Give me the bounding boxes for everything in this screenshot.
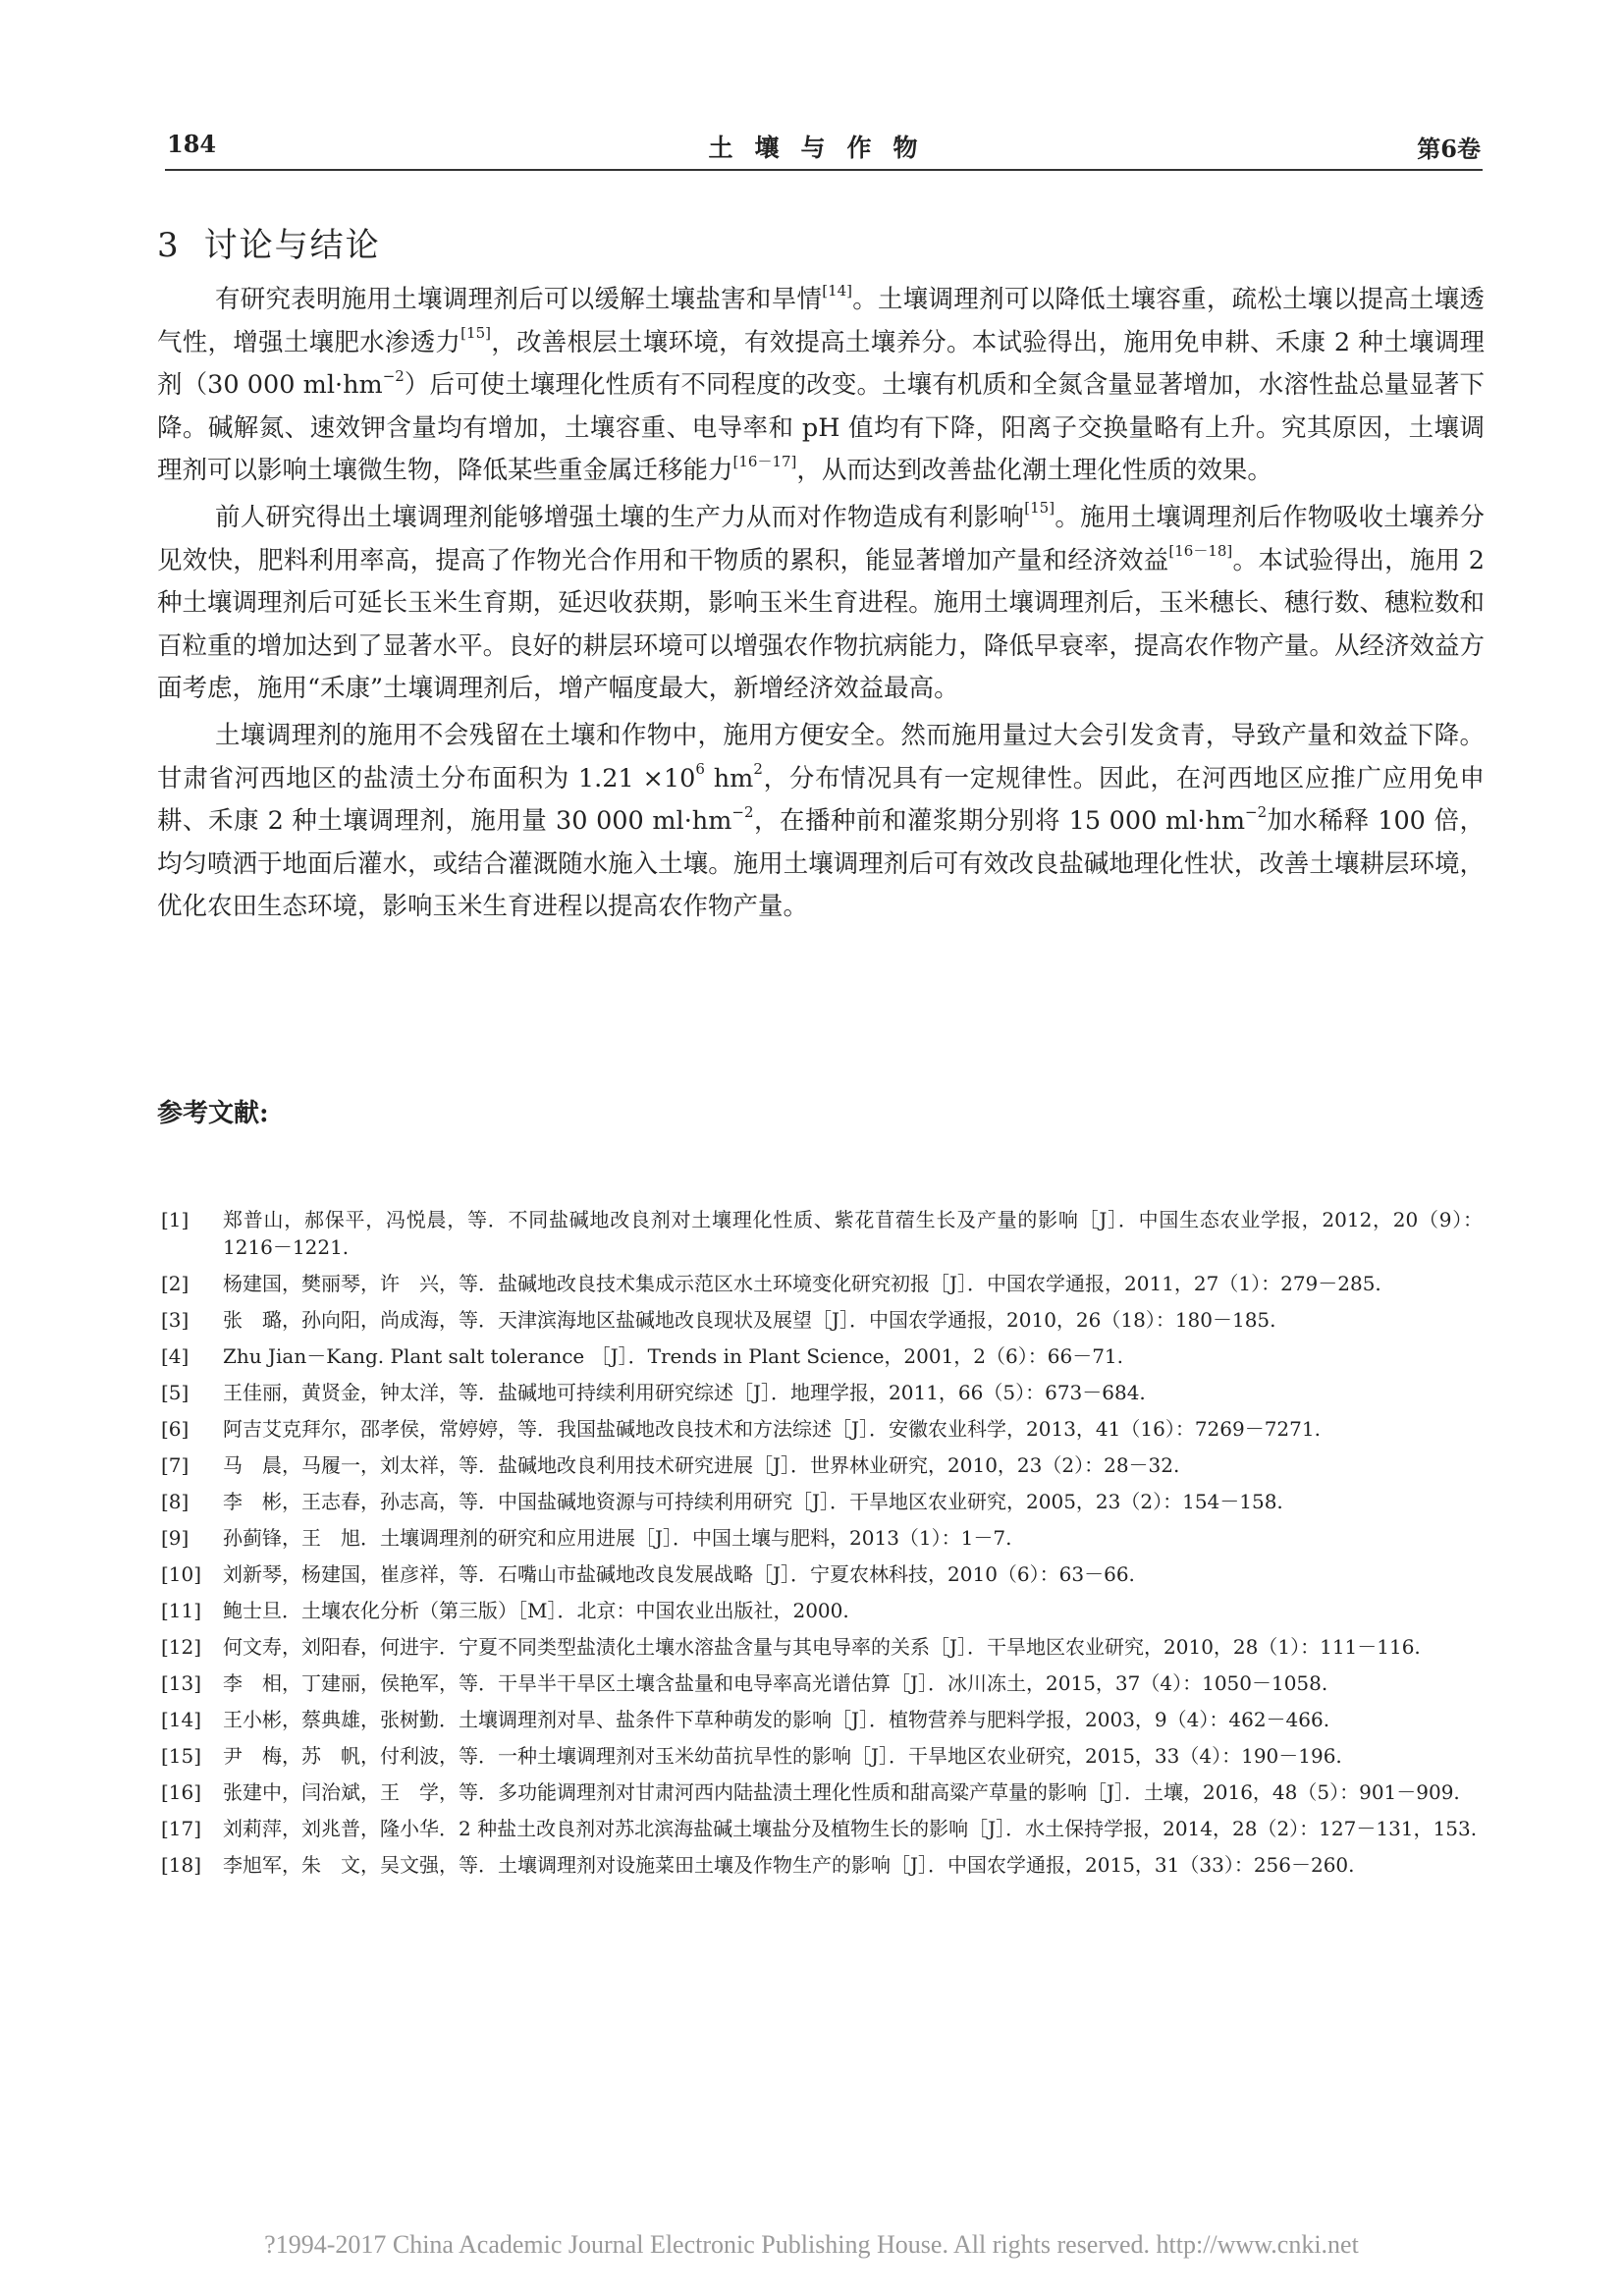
citation-superscript: [14] — [822, 281, 853, 300]
reference-item — [161, 1451, 1483, 1479]
copyright-footer: ?1994-2017 China Academic Journal Electronic Publishing House. All rights reserved. http://www.cnki.net — [264, 2230, 1359, 2259]
reference-number: [10] — [161, 1562, 202, 1586]
reference-text: 刘新琴，杨建国，崔彦祥，等．石嘴山市盐碱地改良发展战略［J］．宁夏农林科技，2010（6）：63－66. — [223, 1562, 1135, 1586]
paragraph-text: ，在播种前和灌浆期分别将 15 000 ml·hm — [753, 806, 1245, 837]
section-number: 3 — [157, 226, 181, 265]
citation-superscript: −2 — [382, 366, 405, 385]
reference-text: 王小彬，蔡典雄，张树勤．土壤调理剂对旱、盐条件下草种萌发的影响［J］．植物营养与肥料学报，2003，9（4）：462－466. — [223, 1708, 1330, 1731]
reference-number: [12] — [161, 1635, 202, 1659]
reference-number: [2] — [161, 1272, 189, 1295]
reference-number: [18] — [161, 1853, 202, 1877]
reference-text: 李旭军，朱 文，吴文强，等．土壤调理剂对设施菜田土壤及作物生产的影响［J］．中国农学通报，2015，31（33）：256－260. — [223, 1853, 1355, 1877]
paragraph-text: ，改善根层土壤环境，有效提高土壤养分。本试验得出，施用免申耕、禾康 2 种土壤调理剂（30 000 ml·hm — [157, 327, 1485, 401]
paragraph-text: 有研究表明施用土壤调理剂后可以缓解土壤盐害和旱情 — [215, 285, 823, 314]
citation-superscript: [16－17] — [732, 452, 797, 470]
reference-number: [13] — [161, 1671, 202, 1695]
reference-number: [9] — [161, 1526, 189, 1550]
citation-superscript: [15] — [460, 324, 491, 343]
reference-item — [161, 1342, 1483, 1370]
reference-item — [161, 1560, 1483, 1588]
reference-text: 郑普山，郝保平，冯悦晨，等．不同盐碱地改良剂对土壤理化性质、紫花苜蓿生长及产量的影响［J］．中国生态农业学报，2012，20（9）：1216－1221. — [223, 1208, 1483, 1259]
reference-text: 李 相，丁建丽，侯艳军，等．干旱半干旱区土壤含盐量和电导率高光谱估算［J］．冰川冻土，2015，37（4）：1050－1058. — [223, 1671, 1328, 1695]
reference-text: 王佳丽，黄贤金，钟太洋，等．盐碱地可持续利用研究综述［J］．地理学报，2011，66（5）：673－684. — [223, 1381, 1146, 1404]
reference-item — [161, 1488, 1483, 1515]
reference-number: [1] — [161, 1208, 189, 1231]
reference-text: 刘莉萍，刘兆普，隆小华．2 种盐土改良剂对苏北滨海盐碱土壤盐分及植物生长的影响［J］．水土保持学报，2014，28（2）：127－131，153. — [223, 1817, 1478, 1840]
paragraph-text: 加水稀释 100 倍，均匀喷洒于地面后灌水，或结合灌溉随水施入土壤。施用土壤调理剂后可有效改良盐碱地理化性状，改善土壤耕层环境，优化农田生态环境，影响玉米生育进程以提高农作物产量。 — [157, 806, 1485, 922]
volume-label: 第6卷 — [1417, 135, 1481, 163]
reference-number: [8] — [161, 1490, 189, 1513]
reference-item — [161, 1778, 1483, 1806]
reference-item — [161, 1815, 1483, 1842]
page-number: 184 — [167, 130, 217, 158]
paragraph-text: 土壤调理剂的施用不会残留在土壤和作物中，施用方便安全。然而施用量过大会引发贪青，导致产量和效益下降。甘肃省河西地区的盐渍土分布面积为 1.21 ×10 — [157, 720, 1485, 793]
reference-item — [161, 1633, 1483, 1661]
reference-item — [161, 1669, 1483, 1697]
reference-number: [5] — [161, 1381, 189, 1404]
reference-number: [7] — [161, 1453, 189, 1477]
reference-item — [161, 1742, 1483, 1770]
reference-item — [161, 1270, 1483, 1297]
paragraph — [157, 715, 1485, 929]
paragraph — [157, 279, 1485, 493]
paragraph-text: hm — [704, 763, 754, 793]
reference-number: [4] — [161, 1344, 189, 1368]
reference-text: 李 彬，王志春，孙志高，等．中国盐碱地资源与可持续利用研究［J］．干旱地区农业研究，2005，23（2）：154－158. — [223, 1490, 1283, 1513]
paragraph-text: 前人研究得出土壤调理剂能够增强土壤的生产力从而对作物造成有利影响 — [215, 502, 1025, 532]
reference-text: 张 璐，孙向阳，尚成海，等．天津滨海地区盐碱地改良现状及展望［J］．中国农学通报，2010，26（18）：180－185. — [223, 1308, 1276, 1332]
citation-superscript: 6 — [695, 760, 705, 779]
reference-text: 孙蓟锋，王 旭．土壤调理剂的研究和应用进展［J］．中国土壤与肥料，2013（1）：1－7. — [223, 1526, 1012, 1550]
citation-superscript: [15] — [1024, 499, 1055, 518]
reference-text: 尹 梅，苏 帆，付利波，等．一种土壤调理剂对玉米幼苗抗旱性的影响［J］．干旱地区农业研究，2015，33（4）：190－196. — [223, 1744, 1342, 1768]
reference-item — [161, 1206, 1483, 1261]
reference-text: Zhu Jian－Kang. Plant salt tolerance ［J］．Trends in Plant Science，2001，2（6）：66－71. — [223, 1344, 1124, 1368]
reference-number: [16] — [161, 1780, 202, 1804]
references-heading: 参考文献: — [157, 1099, 269, 1128]
reference-item — [161, 1415, 1483, 1443]
section-heading — [157, 218, 381, 266]
citation-superscript: −2 — [731, 802, 754, 821]
reference-item — [161, 1597, 1483, 1624]
body-text — [157, 279, 1485, 933]
reference-text: 马 晨，马履一，刘太祥，等．盐碱地改良利用技术研究进展［J］．世界林业研究，2010，23（2）：28－32. — [223, 1453, 1180, 1477]
reference-item — [161, 1306, 1483, 1334]
reference-text: 张建中，闫治斌，王 学，等．多功能调理剂对甘肃河西内陆盐渍土理化性质和甜高粱产草量的影响［J］．土壤，2016，48（5）：901－909. — [223, 1780, 1460, 1804]
reference-number: [11] — [161, 1599, 202, 1622]
header-rule — [165, 169, 1483, 171]
paragraph — [157, 497, 1485, 711]
page-header — [165, 126, 1483, 165]
section-title: 讨论与结论 — [203, 226, 381, 265]
reference-text: 杨建国，樊丽琴，许 兴，等．盐碱地改良技术集成示范区水土环境变化研究初报［J］．中国农学通报，2011，27（1）：279－285. — [223, 1272, 1381, 1295]
citation-superscript: −2 — [1245, 802, 1268, 821]
reference-number: [15] — [161, 1744, 202, 1768]
reference-item — [161, 1379, 1483, 1406]
reference-number: [14] — [161, 1708, 202, 1731]
citation-superscript: 2 — [753, 760, 763, 779]
reference-text: 鲍士旦．土壤农化分析（第三版）［M］．北京：中国农业出版社，2000. — [223, 1599, 849, 1622]
reference-number: [17] — [161, 1817, 202, 1840]
paragraph-text: 。施用土壤调理剂后作物吸收土壤养分见效快，肥料利用率高，提高了作物光合作用和干物质的累积，能显著增加产量和经济效益 — [157, 502, 1485, 575]
paragraph-text: 。土壤调理剂可以降低土壤容重，疏松土壤以提高土壤透气性，增强土壤肥水渗透力 — [157, 285, 1485, 357]
paragraph-text: ，分布情况具有一定规律性。因此，在河西地区应推广应用免申耕、禾康 2 种土壤调理剂，施用量 30 000 ml·hm — [157, 763, 1485, 837]
citation-superscript: [16－18] — [1168, 542, 1233, 561]
journal-title: 土壤与作物 — [708, 134, 940, 162]
reference-item — [161, 1851, 1483, 1879]
reference-number: [3] — [161, 1308, 189, 1332]
reference-number: [6] — [161, 1417, 189, 1441]
paragraph-text: ，从而达到改善盐化潮土理化性质的效果。 — [796, 456, 1272, 486]
paragraph-text: ）后可使土壤理化性质有不同程度的改变。土壤有机质和全氮含量显著增加，水溶性盐总量显著下降。碱解氮、速效钾含量均有增加，土壤容重、电导率和 pH 值均有下降，阳离子交换量略有上升。究其原因，土壤调理剂可以影响土壤微生物，降低某些重金属迁移能力 — [157, 370, 1485, 486]
reference-item — [161, 1706, 1483, 1733]
paragraph-text: 。本试验得出，施用 2 种土壤调理剂后可延长玉米生育期，延迟收获期，影响玉米生育进程。施用土壤调理剂后，玉米穗长、穗行数、穗粒数和百粒重的增加达到了显著水平。良好的耕层环境可以增强农作物抗病能力，降低早衰率，提高农作物产量。从经济效益方面考虑，施用“禾康”土壤调理剂后，增产幅度最大，新增经济效益最高。 — [157, 545, 1485, 704]
reference-text: 何文寿，刘阳春，何进宇．宁夏不同类型盐渍化土壤水溶盐含量与其电导率的关系［J］．干旱地区农业研究，2010，28（1）：111－116. — [223, 1635, 1421, 1659]
reference-text: 阿吉艾克拜尔，邵孝侯，常婷婷，等．我国盐碱地改良技术和方法综述［J］．安徽农业科学，2013，41（16）：7269－7271. — [223, 1417, 1321, 1441]
reference-item — [161, 1524, 1483, 1552]
reference-list — [161, 1206, 1483, 1887]
